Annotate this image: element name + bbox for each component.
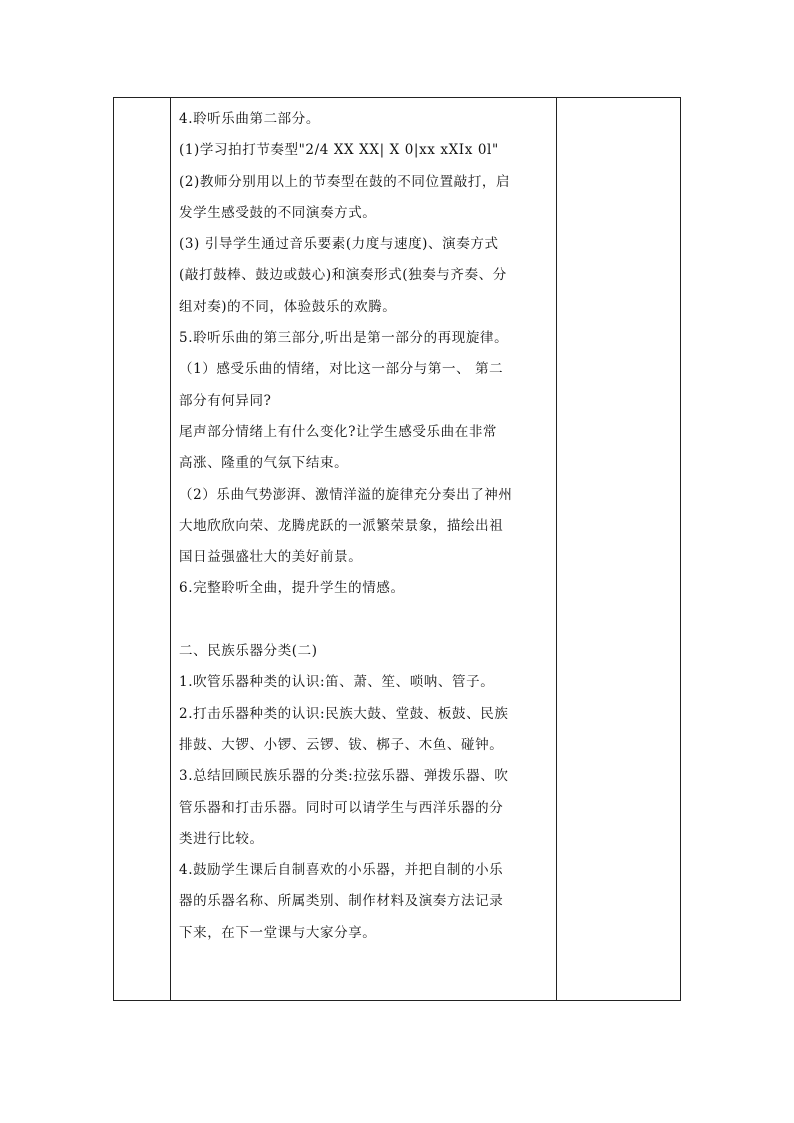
text-line: 5.聆听乐曲的第三部分,听出是第一部分的再现旋律。 [179,330,509,347]
text-line: （1）感受乐曲的情绪，对比这一部分与第一、 第二 [179,361,504,378]
table-row [114,98,681,1001]
text-line: 高涨、隆重的气氛下结束。 [179,455,349,472]
text-line: (1)学习拍打节奏型"2/4 XX XX| X 0|xx xXIx 0l" [179,142,499,159]
text-line: 下来，在下一堂课与大家分享。 [179,924,377,941]
blank-line [179,605,552,636]
text-line: 大地欣欣向荣、龙腾虎跃的一派繁荣景象，描绘出祖 [179,517,504,534]
lesson-plan-table [113,97,681,1001]
text-line: 4.鼓励学生课后自制喜欢的小乐器，并把自制的小乐 [179,862,504,879]
text-line: 器的乐器名称、所属类别、制作材料及演奏方法记录 [179,893,504,910]
left-column-cell [114,98,171,1001]
lesson-content [171,98,556,949]
text-line: （2）乐曲气势澎湃、激情洋溢的旋律充分奏出了神州 [179,486,513,503]
right-column-cell [557,98,681,1001]
text-line: 3.总结回顾民族乐器的分类:拉弦乐器、弹拨乐器、吹 [179,768,509,785]
text-line: 发学生感受鼓的不同演奏方式。 [179,204,377,221]
text-line: 尾声部分情绪上有什么变化?让学生感受乐曲在非常 [179,423,498,440]
text-line: (敲打鼓棒、鼓边或鼓心)和演奏形式(独奏与齐奏、分 [179,267,507,284]
section-heading: 二、民族乐器分类(二) [179,643,318,660]
text-line: 部分有何异同? [179,392,272,409]
text-line: 组对奏)的不同，体验鼓乐的欢腾。 [179,298,397,315]
text-line: 管乐器和打击乐器。同时可以请学生与西洋乐器的分 [179,799,504,816]
text-line: 1.吹管乐器种类的认识:笛、萧、笙、唢呐、管子。 [179,674,495,691]
text-line: (3) 引导学生通过音乐要素(力度与速度)、演奏方式 [179,236,499,253]
text-line: 类进行比较。 [179,830,264,847]
text-line: 4.聆听乐曲第二部分。 [179,111,320,127]
text-line: 2.打击乐器种类的认识:民族大鼓、堂鼓、板鼓、民族 [179,705,509,722]
text-line: 6.完整聆听全曲，提升学生的情感。 [179,580,405,597]
content-column-cell [171,98,557,1001]
text-line: (2)教师分别用以上的节奏型在鼓的不同位置敲打，启 [179,173,511,190]
text-line: 排鼓、大锣、小锣、云锣、钹、梆子、木鱼、碰钟。 [179,736,504,753]
text-line: 国日益强盛壮大的美好前景。 [179,549,363,566]
